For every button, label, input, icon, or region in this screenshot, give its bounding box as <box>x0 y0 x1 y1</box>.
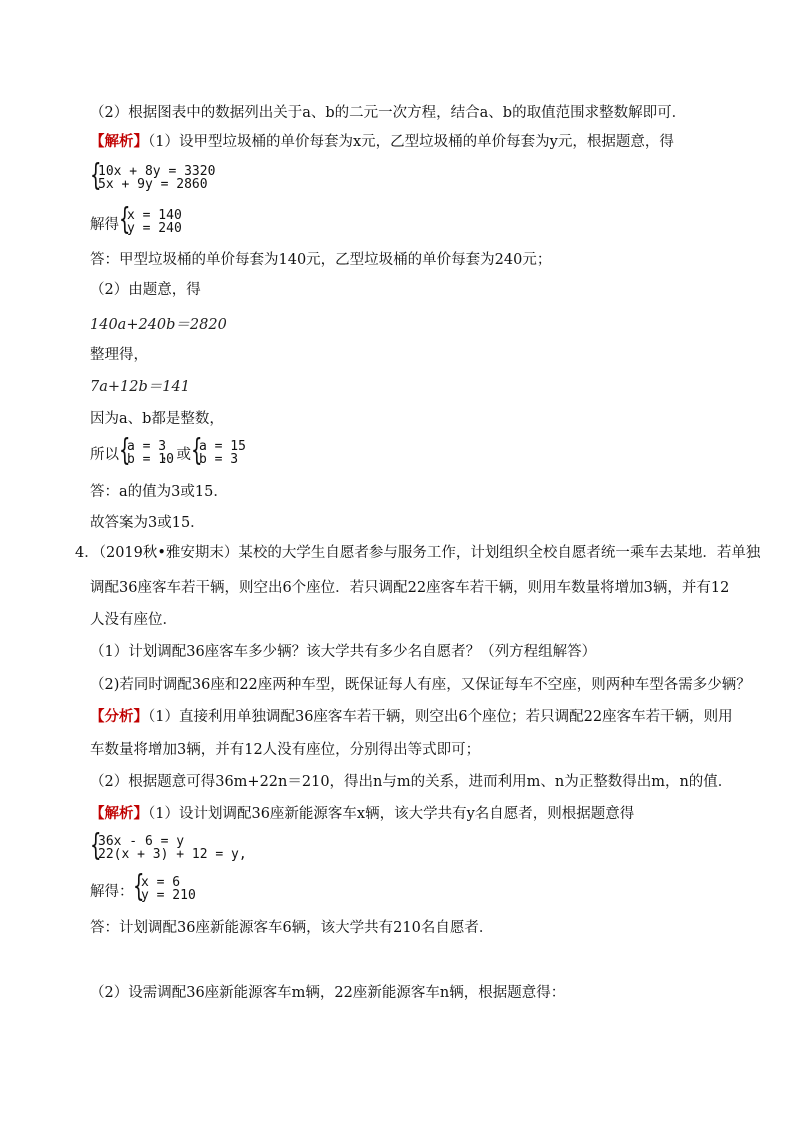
equation: 36x - 6 = y <box>98 834 185 849</box>
equation: x = 6 <box>141 875 181 890</box>
text-line: 答：计划调配36座新能源客车6辆，该大学共有210名自愿者． <box>90 920 494 936</box>
question-text: 调配36座客车若干辆，则空出6个座位．若只调配22座客车若干辆，则用车数量将增加3辆，并有12 <box>90 580 730 596</box>
equation: x = 140 <box>127 208 182 223</box>
solution-tag: 【解析】 <box>90 805 148 822</box>
text-line: 解得 <box>90 217 119 233</box>
text-line: 因为a、b都是整数， <box>90 411 224 427</box>
analysis-tag: 【分析】 <box>90 708 148 725</box>
text-span: （1）设计划调配36座新能源客车x辆，该大学共有y名自愿者，则根据题意得 <box>148 806 635 822</box>
text-span: （1）直接利用单独调配36座客车若干辆，则空出6个座位；若只调配22座客车若干辆，则用 <box>148 709 733 725</box>
question-text: 4．（2019秋•雅安期末）某校的大学生自愿者参与服务工作，计划组织全校自愿者统一乘车去某地．若单独 <box>75 545 761 561</box>
brace-icon: { <box>90 828 102 863</box>
brace-icon: { <box>119 202 131 237</box>
equation-line: 140a+240b＝2820 <box>90 317 227 333</box>
text-line: （2）由题意，得 <box>90 282 201 298</box>
equation: b = 10 <box>127 452 174 467</box>
question-text: （1）计划调配36座客车多少辆？该大学共有多少名自愿者？（列方程组解答） <box>90 644 597 660</box>
brace-icon: { <box>191 433 203 468</box>
text-line: （2）设需调配36座新能源客车m辆，22座新能源客车n辆，根据题意得： <box>90 985 566 1001</box>
text-line: （2）根据图表中的数据列出关于a、b的二元一次方程，结合a、b的取值范围求整数解即可． <box>90 105 687 121</box>
text-line: 故答案为3或15． <box>90 515 205 531</box>
text-line <box>90 707 733 727</box>
question-text: （2)若同时调配36座和22座两种车型，既保证每人有座，又保证每车不空座，则两种车型各需多少辆？ <box>90 677 751 693</box>
equation: 22(x + 3) + 12 = y, <box>98 847 247 862</box>
text-line: 解得： <box>90 884 134 900</box>
text-line <box>90 132 674 152</box>
brace-icon: { <box>133 869 145 904</box>
solution-system <box>133 869 233 904</box>
solution-system <box>191 433 247 468</box>
equation: 10x + 8y = 3320 <box>98 164 216 179</box>
brace-icon: { <box>119 433 131 468</box>
equation: 5x + 9y = 2860 <box>98 177 208 192</box>
equation: b = 3 <box>199 452 239 467</box>
text-line: 答：甲型垃圾桶的单价每套为140元，乙型垃圾桶的单价每套为240元； <box>90 252 552 268</box>
equation: y = 240 <box>127 221 182 236</box>
text-line: 车数量将增加3辆，并有12人没有座位，分别得出等式即可； <box>90 742 481 758</box>
equation-system <box>90 158 250 193</box>
text-line <box>90 804 634 824</box>
question-text: 人没有座位． <box>90 612 177 628</box>
text-line: 所以 <box>90 447 119 463</box>
solution-system <box>119 202 239 237</box>
equation-line: 7a+12b＝141 <box>90 379 190 395</box>
text-span: （1）设甲型垃圾桶的单价每套为x元，乙型垃圾桶的单价每套为y元，根据题意，得 <box>148 134 674 150</box>
equation-system <box>90 828 270 863</box>
brace-icon: { <box>90 158 102 193</box>
equation: a = 15 <box>199 439 246 454</box>
text-line: ，或 <box>162 447 191 463</box>
text-line: 答：a的值为3或15． <box>90 484 228 500</box>
text-line: 整理得， <box>90 347 148 363</box>
analysis-tag: 【解析】 <box>90 133 148 150</box>
equation: y = 210 <box>141 888 196 903</box>
text-line: （2）根据题意可得36m+22n＝210，得出n与m的关系，进而利用m、n为正整数得出m，n的值． <box>90 774 733 790</box>
equation: a = 3 <box>127 439 167 454</box>
